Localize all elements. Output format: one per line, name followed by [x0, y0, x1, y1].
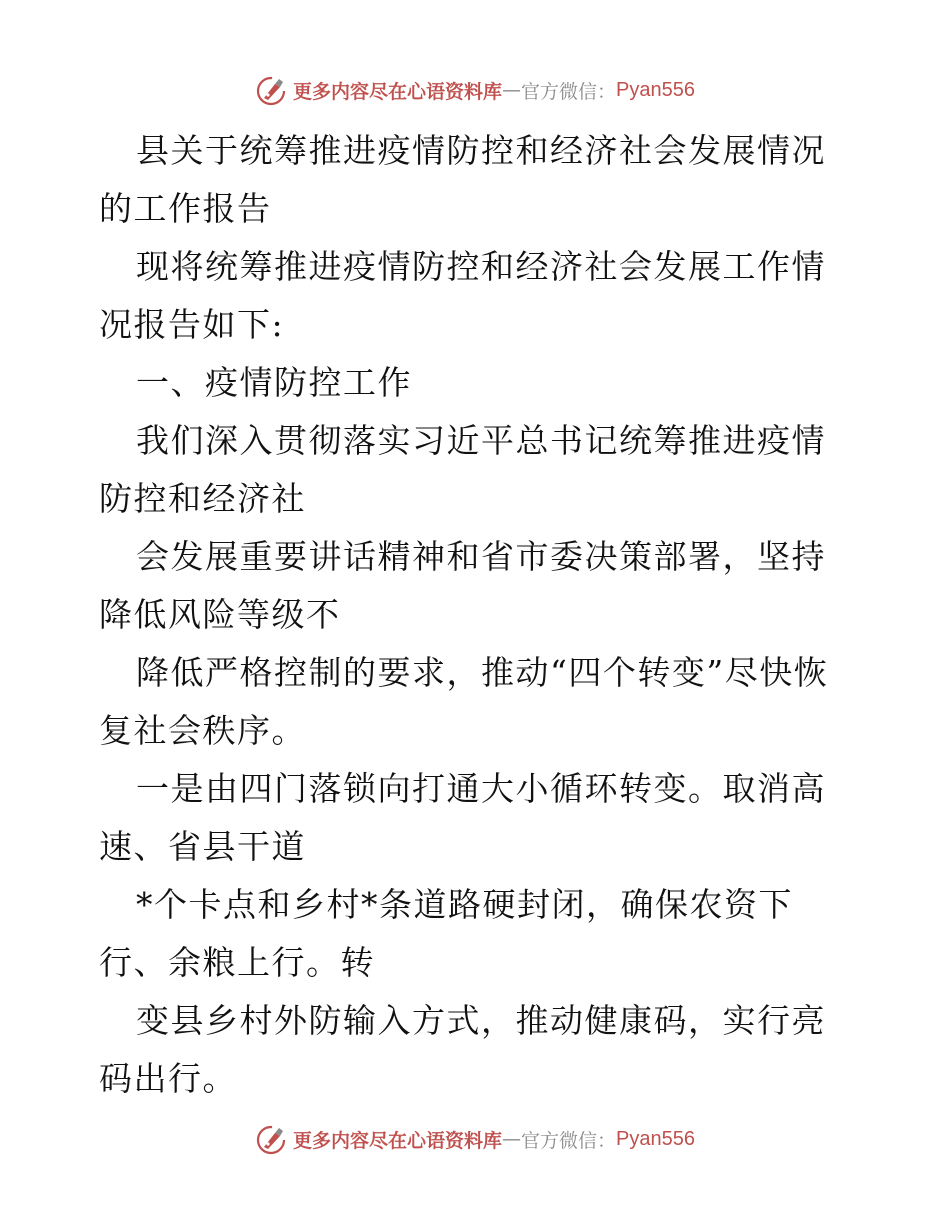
wechat-label: 官方微信：: [521, 1129, 617, 1152]
wechat-label: 官方微信：: [521, 80, 617, 103]
paragraph: *个卡点和乡村*条道路硬封闭，确保农资下行、余粮上行。转: [99, 885, 793, 982]
brand-text: 更多内容尽在心语资料库: [293, 80, 503, 103]
wechat-id: Pyan556: [616, 1127, 695, 1150]
paragraph: 一是由四门落锁向打通大小循环转变。取消高速、省县干道: [99, 769, 826, 866]
header-watermark: [0, 70, 950, 110]
brand-text: 更多内容尽在心语资料库: [293, 1129, 503, 1152]
pen-nib-logo-icon: [255, 73, 289, 107]
paragraph: 会发展重要讲话精神和省市委决策部署，坚持降低风险等级不: [99, 537, 826, 634]
paragraph: 我们深入贯彻落实习近平总书记统筹推进疫情防控和经济社: [99, 421, 826, 518]
paragraph: 降低严格控制的要求，推动“四个转变”尽快恢复社会秩序。: [99, 653, 829, 750]
document-title: 县关于统筹推进疫情防控和经济社会发展情况的工作报告: [99, 131, 826, 228]
separator: —: [502, 1128, 522, 1150]
wechat-id: Pyan556: [616, 78, 695, 101]
footer-watermark: [0, 1119, 950, 1159]
paragraph: 现将统筹推进疫情防控和经济社会发展工作情况报告如下:: [99, 247, 826, 344]
document-body: [99, 122, 859, 1108]
pen-nib-logo-icon: [255, 1122, 289, 1156]
separator: —: [502, 79, 522, 101]
section-heading: 一、疫情防控工作: [136, 363, 412, 402]
paragraph: 变县乡村外防输入方式，推动健康码，实行亮码出行。: [99, 1001, 826, 1098]
